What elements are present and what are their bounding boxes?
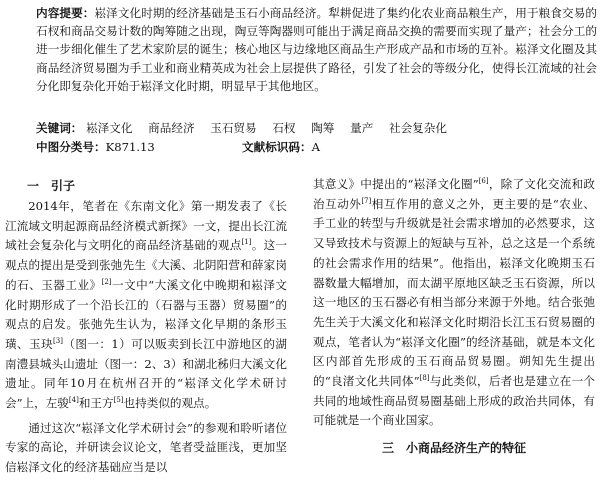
paragraph-text: 。这一观点的提出是受到张弛先生《大溪、北阴阳营和薛家岗的石、玉器工业》: [5, 238, 287, 292]
citation-ref: [4]: [68, 396, 79, 405]
document-code: [242, 138, 320, 156]
document-code-value: A: [311, 140, 320, 154]
paragraph-text: 2014年，笔者在《东南文化》第一期发表了《长江流域文明起源商品经济模式新探》一文，提出长江流域社会复杂化与文明化的商品经济基础的观点: [5, 199, 287, 253]
abstract-label: 内容提要：: [36, 6, 95, 20]
paragraph-text: ，除了文化交流和政治互动外: [313, 177, 595, 211]
classification-line: [36, 138, 597, 156]
classification-value: K871.13: [105, 140, 155, 154]
citation-ref: [5]: [113, 396, 124, 405]
paragraph-text: 其意义》中提出的“崧泽文化圈”: [313, 177, 479, 191]
keywords: [36, 119, 597, 137]
keyword: 社会复杂化: [388, 121, 447, 135]
abstract: [36, 4, 597, 95]
section-heading-3: 三 小商品经济生产的特征: [381, 441, 526, 456]
right-column: [313, 175, 595, 459]
paragraph-text: 和王方: [78, 396, 114, 411]
keyword: 陶筹: [311, 121, 335, 135]
citation-ref: [2]: [101, 277, 112, 286]
citation-ref: [1]: [241, 238, 252, 247]
abstract-text: 崧泽文化时期的经济基础是玉石小商品经济。犁耕促进了集约化农业商品粮生产，用于粮食交易的石杈和商品交易计数的陶筹随之出现，陶豆等陶器则可能出于满足商品交换的需要而实现了量产；社会分工的进一步细化催生了艺术家阶层的诞生；核心地区与边缘地区商品生产形成产品和市场的互补。崧泽文化圈及其商品经济贸易圈为手工业和商业精英成为社会上层提供了路径，引发了社会的等级分化，使得长江流域的社会分化即复杂化开始于崧泽文化时期，明显早于其他地区。: [36, 6, 597, 93]
left-column: [5, 175, 287, 478]
paragraph-text: （图一：1）可以贩卖到长江中游地区的湖南澧县城头山遗址（图一：2、3）和湖北秭归大溪文化遗址。同年10月在杭州召开的“崧泽文化学术研讨会”上，左骏: [5, 336, 287, 411]
keyword: 量产: [350, 121, 374, 135]
keyword: 商品经济: [148, 121, 195, 135]
paragraph-1: [5, 197, 287, 414]
citation-ref: [8]: [419, 374, 430, 383]
paragraph-text: 一文中“大溪文化中晚期和崧泽文化时期形成了一个沿长江的（石器与玉器）贸易圈”的观点的启发。张弛先生认为，崧泽文化早期的条形玉璜、玉玦: [5, 277, 287, 351]
classification-label: 中图分类号：: [36, 140, 106, 154]
paragraph-text: 与此类似，后者也是建立在一个共同的地域性商品贸易圈基础上形成的政治共同体，有可能就是一个商业国家。: [313, 374, 595, 428]
section-heading-introduction: 一 引子: [27, 179, 76, 193]
paragraph-3: [313, 175, 595, 431]
keywords-label: 关键词：: [36, 121, 83, 135]
citation-ref: [7]: [361, 196, 372, 205]
document-code-label: 文献标识码：: [242, 140, 312, 154]
paragraph-2: 通过这次“崧泽文化学术研讨会”的参观和聆听诸位专家的高论，并研读会议论文，笔者受益匪浅，更加坚信崧泽文化的经济基础应当是以: [5, 420, 287, 475]
citation-ref: [6]: [478, 177, 489, 185]
citation-ref: [3]: [53, 336, 63, 345]
keyword: 崧泽文化: [86, 121, 133, 135]
paragraph-text: 也持类似的观点。: [123, 396, 217, 411]
paragraph-text: 相互作用的意义之外，更主要的是“农业、手工业的转型与升级就是社会需求增加的必然要求，这又导致技术与资源上的短缺与互补，总之这是一个系统的社会需求作用的结果”。他指出，崧泽文化晚期玉石器数量大幅增加，而太湖平原地区缺乏玉石资源，所以这一地区的玉石器必有相当部分来源于外地。结合张弛先生关于大溪文化和崧泽文化时期沿长江玉石贸易圈的观点，笔者认为“崧泽文化圈”的经济基础，就是本文化区内部首先形成的玉石商品贸易圈。朔知先生提出的“良渚文化共同体”: [313, 196, 595, 389]
keyword: 玉石贸易: [210, 121, 257, 135]
keyword: 石杈: [272, 121, 296, 135]
